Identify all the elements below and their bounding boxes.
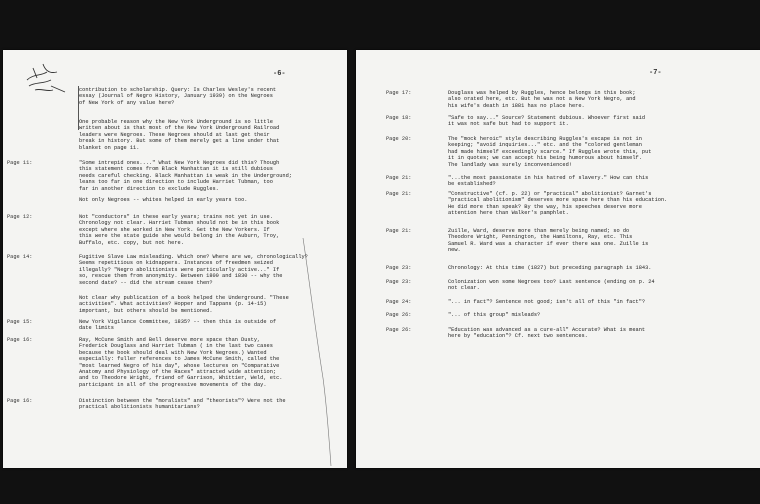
entry-text-line: essay (Journal of Negro History, January 1939) on the Negroes: [79, 93, 273, 100]
entry-text-line: Douglass was helped by Ruggles, hence belongs in this book;: [448, 90, 636, 96]
entry-page-label: Page 21:: [386, 191, 412, 197]
handwritten-scribble-icon: [21, 58, 71, 96]
entry-text-line: attention here than Walker's pamphlet.: [448, 210, 569, 217]
entry-text-line: leaders were Negroes. These Negroes should at last get their: [79, 131, 270, 138]
entry-text-line: practical abolitionists humanitarians?: [79, 404, 200, 411]
entry-text-line: illegally? "Negro abolitionists were particularly active..." If: [79, 266, 280, 273]
entry-text-line: "Safe to say..." Source? Statement dubious. Whoever first said: [448, 115, 646, 121]
entry-text-line: The "mock heroic" style describing Ruggles's escape is not in: [448, 136, 642, 142]
entry-text-line: Zuille, Ward, deserve more than merely being named; so do: [448, 228, 630, 234]
entry-text-line: Distinction between the "moralists" and "theorists"? Were not the: [79, 398, 286, 404]
entry-page-label: Page 21:: [386, 228, 412, 234]
page-number: -6-: [273, 70, 286, 78]
entry-page-label: Page 26:: [386, 327, 412, 333]
entry-text-line: Theodore Wright, Pennington, the Hamiltons, Ray, etc. This: [448, 234, 633, 241]
left-page: [3, 50, 347, 468]
entry-text-line: Chronology not clear. Harriet Tubman should not be in this book: [79, 220, 280, 227]
entry-page-label: Page 20:: [386, 136, 412, 142]
entry-text-line: Not clear why publication of a book helped the Underground. "These: [79, 295, 289, 301]
entry-page-label: Page 12:: [7, 214, 33, 220]
entry-text-line: this were the state guide she would belong in the Auburn, Troy,: [79, 233, 280, 240]
entry-text-line: important, but others should be mentioned.: [79, 307, 213, 314]
entry-text-line: second date? -- did the stream cease then?: [79, 279, 213, 286]
entry-page-label: Page 14:: [7, 254, 33, 260]
entry-text-line: Samuel R. Ward was a character if ever there was one. Zuille is: [448, 240, 649, 247]
entry-text-line: far in another direction to exclude Ruggles.: [79, 185, 219, 192]
entry-text-line: his wife's death in 1881 has no place here.: [448, 102, 585, 109]
entry-text-line: "Some intrepid ones...." What New York Negroes did this? Though: [79, 160, 280, 166]
entry-text-line: participant in all of the progressive movements of the day.: [79, 381, 267, 388]
entry-text-line: Ray, McCune Smith and Bell deserve more space than Dusty,: [79, 337, 261, 343]
entry-text-line: this statement comes from Black Manhattan it is still dubious: [79, 166, 273, 173]
entry-page-label: Page 21:: [386, 175, 412, 181]
entry-page-label: Page 26:: [386, 312, 412, 318]
margin-pencil-stroke: [299, 238, 339, 468]
entry-text-line: contribution to scholarship. Query: Is Charles Wesley's recent: [79, 87, 277, 93]
entry-text-line: except where she worked in New York. Get the New Yorkers. If: [79, 226, 270, 233]
entry-text-line: it in quotes; we can accept his being humorous about himself.: [448, 155, 642, 162]
entry-text-line: Frederick Douglass and Harriet Tubman ( in the last two cases: [79, 343, 273, 350]
entry-text-line: Seems repetitious on kidnappers. Instances of freedmen seized: [79, 260, 273, 267]
entry-text-line: "... in fact"? Sentence not good; isn't all of this "in fact"?: [448, 299, 646, 305]
entry-text-line: break in history. But some of them merely get a line under that: [79, 138, 280, 145]
entry-page-label: Page 18:: [386, 115, 412, 121]
entry-text-line: "Education was advanced as a cure-all" Accurate? What is meant: [448, 327, 646, 333]
entry-page-label: Page 16:: [7, 337, 33, 343]
entry-text-line: The landlady was surely inconvenienced!: [448, 161, 572, 168]
entry-text-line: here by "education"? Cf. next two sentences.: [448, 333, 588, 340]
entry-text-line: be established?: [448, 181, 496, 188]
entry-text-line: "...the most passionate in his hatred of slavery." How can this: [448, 175, 649, 181]
entry-text-line: needs careful checking. Black Manhattan is weak in the Underground;: [79, 172, 292, 179]
entry-page-label: Page 15:: [7, 319, 33, 325]
entry-text-line: Colonization won some Negroes too? Last sentence (ending on p. 24: [448, 279, 655, 285]
entry-text-line: of New York of any value here?: [79, 99, 175, 106]
entry-text-line: Fugitive Slave Law misleading. Which one? Where are we, chronologically?: [79, 254, 308, 260]
right-page: [356, 50, 760, 468]
entry-text-line: He did more than speak? By the way, his speeches deserve more: [448, 203, 642, 210]
entry-page-label: Page 17:: [386, 90, 412, 96]
entry-text-line: had made himself exceedingly scarce." If Ruggles wrote this, put: [448, 148, 652, 155]
entry-text-line: leans too far in one direction to include Harriet Tubman, too: [79, 179, 273, 186]
entry-page-label: Page 23:: [386, 265, 412, 271]
entry-text-line: New York Vigilance Committee, 1835? -- then this is outside of: [79, 319, 277, 325]
entry-text-line: especially: fuller references to James McCune Smith, called the: [79, 356, 280, 363]
entry-text-line: One probable reason why the New York Underground is so little: [79, 119, 273, 125]
entry-page-label: Page 23:: [386, 279, 412, 285]
entry-text-line: so, rescue them from anonymity. Between 1800 and 1830 -- why the: [79, 273, 283, 280]
entry-text-line: "most learned Negro of his day", whose lectures on "Comparative: [79, 362, 280, 369]
entry-text-line: written about is that most of the New York Underground Railroad: [79, 125, 280, 132]
entry-text-line: "Constructive" (cf. p. 22) or "practical" abolitionist? Garnet's: [448, 191, 652, 197]
entry-text-line: activities". What activities? Hopper and Tappans (p. 14-15): [79, 301, 267, 308]
entry-text-line: Not "conductors" in these early years; trains not yet in use.: [79, 214, 273, 220]
entry-page-label: Page 16:: [7, 398, 33, 404]
entry-text-line: new.: [448, 247, 461, 254]
entry-text-line: it was not safe but had to support it.: [448, 121, 569, 128]
entry-text-line: keeping; "avoid inquiries..." etc. and the "colored gentleman: [448, 142, 642, 149]
entry-text-line: not clear.: [448, 285, 480, 292]
entry-text-line: also orated here, etc. But he was not a New York Negro, and: [448, 96, 636, 103]
entry-text-line: because the book should deal with New York Negroes.) Wanted: [79, 349, 267, 356]
entry-text-line: date limits: [79, 325, 114, 332]
page-number: -7-: [649, 69, 662, 77]
entry-text-line: "practical abolitionism" deserves more space here than his education.: [448, 197, 668, 204]
entry-text-line: Chronology: At this time (1827) but preceding paragraph is 1843.: [448, 265, 652, 271]
entry-text-line: blanket on page 11.: [79, 144, 140, 151]
entry-page-label: Page 24:: [386, 299, 412, 305]
entry-text-line: and to Theodore Wright, friend of Garrison, Whittier, Weld, etc.: [79, 375, 283, 382]
entry-text-line: Not only Negroes -- whites helped in early years too.: [79, 197, 248, 203]
entry-text-line: Buffalo, etc. copy, but not here.: [79, 239, 184, 246]
entry-page-label: Page 11:: [7, 160, 33, 166]
entry-text-line: Anatomy and Physiology of the Races" attracted wide attention;: [79, 369, 277, 375]
entry-text-line: "... of this group" misleads?: [448, 312, 541, 318]
